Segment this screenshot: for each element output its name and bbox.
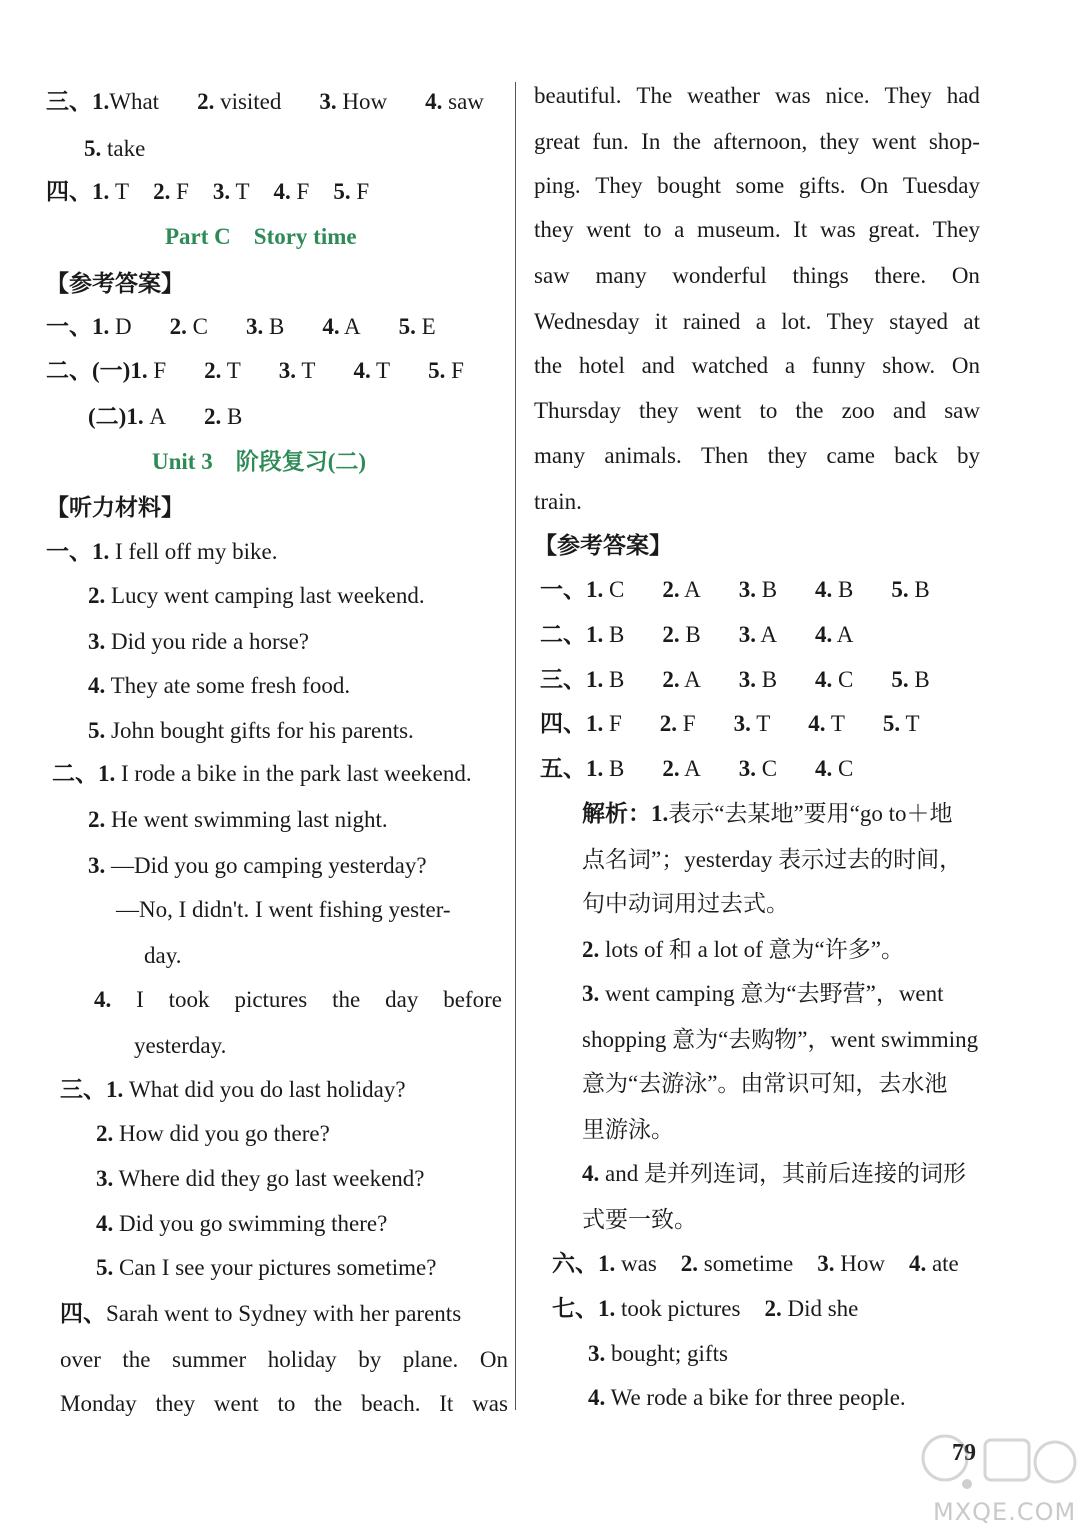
- listening-sentence: day.: [144, 943, 182, 968]
- answer-line-5: 五、1. B 2. A 3. C 4. C: [540, 756, 854, 781]
- listening-sentence: 二、1. I rode a bike in the park last weekend.: [52, 761, 472, 786]
- answer-line-1: 一、1. C 2. A 3. B 4. B 5. B: [540, 577, 930, 602]
- explanation-line: 点名词”；yesterday 表示过去的时间，: [582, 847, 963, 872]
- answer-line-7: 4. We rode a bike for three people.: [588, 1385, 906, 1410]
- listening-sentence: 4. Did you go swimming there?: [96, 1211, 388, 1236]
- watermark-text: MXQE.COM: [933, 1498, 1077, 1526]
- explanation-line: 句中动词用过去式。: [582, 891, 789, 916]
- passage-line: beautiful. The weather was nice. They had: [534, 83, 980, 108]
- column-divider: [515, 82, 516, 1410]
- reference-answer-heading: 【参考答案】: [46, 271, 184, 296]
- passage-line: 四、Sarah went to Sydney with her parents: [60, 1301, 462, 1326]
- listening-sentence: 2. He went swimming last night.: [88, 807, 388, 832]
- passage-line: over the summer holiday by plane. On: [60, 1347, 508, 1372]
- answer-line-2-1: 二、(一)1. F 2. T 3. T 4. T 5. F: [46, 358, 464, 383]
- passage-line: Thursday they went to the zoo and saw: [534, 398, 980, 423]
- listening-sentence: 5. John bought gifts for his parents.: [88, 718, 414, 743]
- passage-line: many animals. Then they came back by: [534, 443, 980, 468]
- listening-sentence: 3. —Did you go camping yesterday?: [88, 853, 427, 878]
- explanation-line: shopping 意为“去购物”，went swimming: [582, 1027, 979, 1052]
- section-title-part-c: Part C Story time: [165, 224, 357, 249]
- answer-line-4: 四、1. F 2. F 3. T 4. T 5. T: [540, 711, 920, 736]
- answer-line-3: 三、1. B 2. A 3. B 4. C 5. B: [540, 667, 930, 692]
- explanation-line: 2. lots of 和 a lot of 意为“许多”。: [582, 937, 904, 962]
- passage-line: Monday they went to the beach. It was: [60, 1391, 508, 1416]
- listening-material-heading: 【听力材料】: [46, 495, 184, 520]
- listening-sentence: 3. Where did they go last weekend?: [96, 1166, 425, 1191]
- listening-sentence: 三、1. What did you do last holiday?: [60, 1077, 406, 1102]
- passage-line: great fun. In the afternoon, they went shop-: [534, 129, 980, 154]
- listening-sentence: 2. Lucy went camping last weekend.: [88, 583, 425, 608]
- explanation-line: 式要一致。: [582, 1207, 697, 1232]
- listening-sentence: 2. How did you go there?: [96, 1121, 330, 1146]
- passage-line: saw many wonderful things there. On: [534, 263, 980, 288]
- listening-sentence: 4. They ate some fresh food.: [88, 673, 351, 698]
- answer-line-1: 一、1. D 2. C 3. B 4. A 5. E: [46, 314, 436, 339]
- answer-line-2-2: (二)1. A 2. B: [88, 404, 243, 429]
- passage-line: ping. They bought some gifts. On Tuesday: [534, 173, 980, 198]
- answer-line-6: 六、1. was 2. sometime 3. How 4. ate: [552, 1251, 959, 1276]
- passage-line: train.: [534, 489, 582, 514]
- explanation-line: 里游泳。: [582, 1117, 674, 1142]
- explanation-line: 解析：1.表示“去某地”要用“go to＋地: [582, 801, 953, 826]
- listening-sentence: yesterday.: [134, 1033, 227, 1058]
- passage-line: they went to a museum. It was great. They: [534, 217, 980, 242]
- answer-line-7: 七、1. took pictures 2. Did she: [552, 1296, 859, 1321]
- passage-line: the hotel and watched a funny show. On: [534, 353, 980, 378]
- passage-line: Wednesday it rained a lot. They stayed at: [534, 309, 980, 334]
- watermark-logo: [905, 1432, 1080, 1532]
- listening-sentence: 5. Can I see your pictures sometime?: [96, 1255, 437, 1280]
- section-title-unit-3: Unit 3 阶段复习(二): [152, 449, 367, 474]
- answer-line-2: 二、1. B 2. B 3. A 4. A: [540, 622, 854, 647]
- explanation-line: 4. and 是并列连词，其前后连接的词形: [582, 1161, 966, 1186]
- answer-line-3-2: 5. take: [84, 136, 146, 161]
- answer-line-7: 3. bought; gifts: [588, 1341, 728, 1366]
- answer-line-4: 四、1. T 2. F 3. T 4. F 5. F: [46, 179, 370, 204]
- listening-sentence: 4. I took pictures the day before: [94, 987, 502, 1012]
- explanation-line: 3. went camping 意为“去野营”，went: [582, 981, 944, 1006]
- page-number: 79: [952, 1440, 976, 1466]
- listening-sentence: —No, I didn't. I went fishing yester-: [116, 897, 451, 922]
- explanation-line: 意为“去游泳”。由常识可知，去水池: [582, 1071, 948, 1096]
- answer-line-3-1: 三、1.What 2. visited 3. How 4. saw: [46, 89, 484, 114]
- listening-sentence: 3. Did you ride a horse?: [88, 629, 309, 654]
- watermark-graphic: [905, 1432, 1080, 1502]
- reference-answer-heading: 【参考答案】: [534, 533, 672, 558]
- listening-sentence: 一、1. I fell off my bike.: [46, 539, 278, 564]
